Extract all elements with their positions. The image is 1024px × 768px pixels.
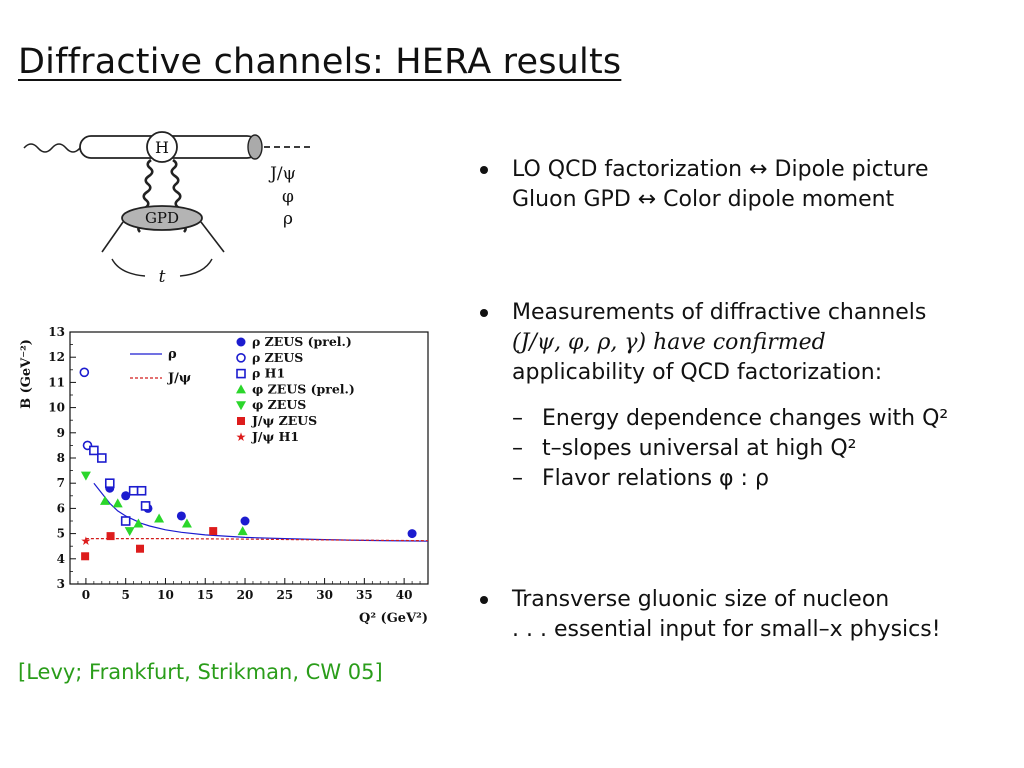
sub-item-text: Flavor relations φ : ρ — [542, 466, 769, 491]
data-point: ★ — [80, 534, 92, 549]
x-tick-label: 20 — [236, 588, 254, 602]
vertex-blob — [248, 135, 262, 159]
x-tick-label: 35 — [356, 588, 373, 602]
t-arc-right — [180, 259, 212, 276]
product-rho: ρ — [283, 209, 293, 229]
legend-line-label: J/ψ — [168, 371, 192, 386]
bullet-text: LO QCD factorization ↔ Dipole picture — [512, 157, 929, 182]
sub-item-text: t–slopes universal at high Q² — [542, 436, 857, 461]
x-tick-label: 15 — [196, 588, 214, 602]
bullet-factorization — [480, 155, 929, 215]
data-point — [100, 496, 110, 505]
y-tick-label: 10 — [48, 400, 65, 415]
bullet-text: . . . essential input for small–x physics! — [512, 617, 941, 642]
bullet-text: Transverse gluonic size of nucleon — [512, 587, 890, 612]
bullet-dot — [480, 309, 488, 317]
product-jpsi: J/ψ — [270, 164, 296, 184]
legend-series-label: ρ H1 — [252, 365, 286, 381]
y-tick-label: 4 — [56, 551, 65, 566]
sub-item: – Flavor relations φ : ρ — [512, 466, 769, 491]
data-point — [107, 532, 115, 540]
t-arc-left — [112, 259, 145, 276]
nucleon-out-line — [201, 222, 224, 252]
x-tick-label: 30 — [316, 588, 333, 602]
x-tick-label: 25 — [276, 588, 294, 602]
bullet-measurements — [480, 298, 1024, 494]
legend-series-label: J/ψ H1 — [252, 428, 300, 444]
y-tick-label: 13 — [48, 325, 65, 339]
page-title: Diffractive channels: HERA results — [18, 42, 622, 82]
y-tick-label: 7 — [56, 476, 65, 491]
data-point — [80, 368, 88, 376]
product-phi: φ — [282, 187, 294, 207]
y-tick-label: 3 — [56, 577, 65, 591]
data-point — [81, 472, 91, 481]
y-tick-label: 6 — [56, 501, 65, 516]
data-point — [408, 529, 417, 538]
bullet-text: (J/ψ, φ, ρ, γ) have confirmed — [512, 330, 826, 355]
data-point — [106, 479, 114, 487]
y-tick-label: 12 — [48, 350, 65, 365]
citation: [Levy; Frankfurt, Strikman, CW 05] — [18, 660, 383, 684]
data-point — [136, 545, 144, 553]
sub-item: – Energy dependence changes with Q² — [512, 406, 949, 431]
sub-item-text: Energy dependence changes with Q² — [542, 406, 949, 431]
data-point — [130, 487, 138, 495]
y-tick-label: 11 — [48, 375, 65, 390]
legend-marker — [237, 417, 245, 425]
data-point — [81, 552, 89, 560]
data-point — [154, 513, 164, 522]
x-tick-label: 0 — [81, 588, 91, 602]
legend-series-label: φ ZEUS — [252, 397, 307, 413]
data-point — [138, 487, 146, 495]
sub-list — [512, 404, 1024, 494]
sub-item: – t–slopes universal at high Q² — [512, 436, 857, 461]
legend-marker — [237, 354, 245, 362]
bullet-text: Measurements of diffractive channels — [512, 300, 927, 325]
legend-marker: ★ — [235, 429, 247, 444]
legend-series-label: J/ψ ZEUS — [252, 413, 318, 428]
legend-marker — [237, 370, 245, 378]
data-point — [241, 517, 250, 526]
data-point — [177, 511, 186, 520]
data-point — [142, 502, 150, 510]
data-point — [113, 498, 123, 507]
bullet-dot — [480, 596, 488, 604]
legend-series-label: ρ ZEUS (prel.) — [252, 334, 352, 349]
gpd-label: GPD — [144, 209, 180, 227]
legend-marker — [236, 401, 246, 410]
data-point — [238, 526, 248, 535]
y-axis-label: B (GeV⁻²) — [19, 339, 34, 409]
legend-series-label: φ ZEUS (prel.) — [252, 381, 355, 397]
bullet-dot — [480, 166, 488, 174]
nucleon-in-line — [102, 222, 123, 252]
x-axis-label: Q² (GeV²) — [359, 611, 428, 626]
b-slope-chart — [10, 322, 440, 632]
bullet-text: applicability of QCD factorization: — [512, 360, 883, 385]
bullet-text: Gluon GPD ↔ Color dipole moment — [512, 187, 895, 212]
data-point — [122, 517, 130, 525]
legend-series-label: ρ ZEUS — [252, 349, 304, 365]
fit-line-J/ψ — [86, 539, 428, 541]
legend-marker — [237, 338, 246, 347]
y-tick-label: 5 — [56, 526, 65, 541]
data-point — [98, 454, 106, 462]
x-tick-label: 5 — [121, 588, 130, 602]
x-tick-label: 10 — [157, 588, 174, 602]
data-point — [209, 527, 217, 535]
t-label: t — [158, 267, 166, 287]
data-point — [125, 527, 135, 536]
diffraction-diagram — [20, 122, 340, 292]
data-point — [121, 491, 130, 500]
y-tick-label: 9 — [56, 425, 65, 440]
plot-frame — [70, 332, 428, 584]
data-point — [90, 446, 98, 454]
bullet-gluonic-size — [480, 585, 1024, 645]
legend-line-label: ρ — [168, 347, 177, 362]
y-tick-label: 8 — [56, 451, 65, 465]
legend-marker — [236, 384, 246, 393]
h-label: H — [155, 138, 169, 157]
x-tick-label: 40 — [395, 588, 413, 602]
